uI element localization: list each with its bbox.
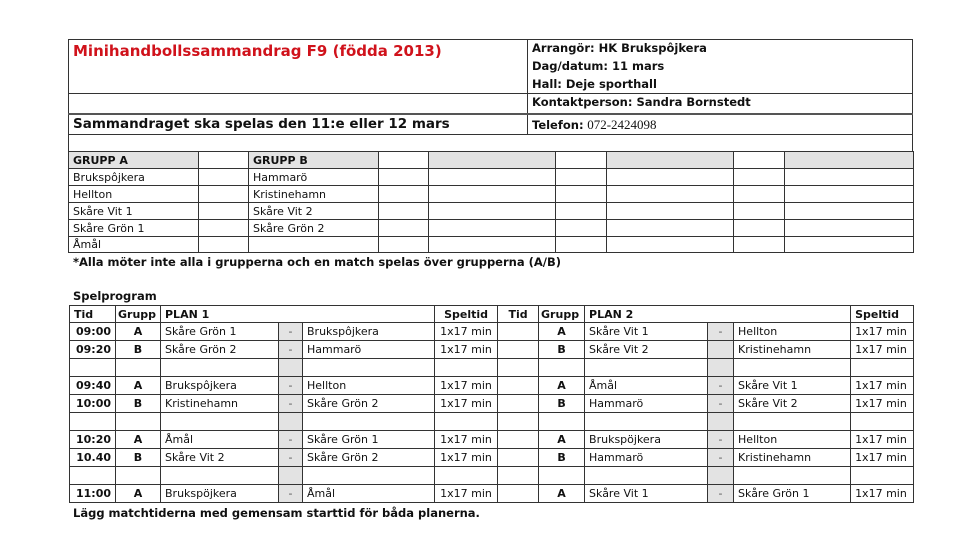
- match-duration-2: [851, 413, 914, 431]
- empty-cell: [199, 169, 249, 186]
- schedule-row: [70, 395, 914, 413]
- arranger: Arrangör: HK Brukspôjkera: [532, 41, 707, 55]
- empty-group-title: [785, 152, 914, 169]
- home-team-2: Brukspöjkera: [585, 431, 708, 449]
- group-b-team: [249, 237, 379, 253]
- match-duration: 1x17 min: [435, 341, 498, 359]
- away-team: [303, 413, 435, 431]
- match-dash: -: [279, 485, 303, 503]
- group-a-team: Åmål: [69, 237, 199, 253]
- group-b-team: Skåre Vit 2: [249, 203, 379, 220]
- match-time: 10:20: [70, 431, 116, 449]
- match-time: 09:20: [70, 341, 116, 359]
- away-team: Hellton: [303, 377, 435, 395]
- header-plan1: PLAN 1: [161, 306, 435, 323]
- empty-cell: [429, 203, 556, 220]
- match-dash-2: -: [708, 377, 734, 395]
- empty-cell: [607, 237, 734, 253]
- match-duration: 1x17 min: [435, 323, 498, 341]
- group-a-team: Hellton: [69, 186, 199, 203]
- group-b-team: Kristinehamn: [249, 186, 379, 203]
- away-team: Brukspôjkera: [303, 323, 435, 341]
- header-tid: Tid: [70, 306, 116, 323]
- home-team: [161, 413, 279, 431]
- away-team: Hammarö: [303, 341, 435, 359]
- empty-group-title: [607, 152, 734, 169]
- phone-label: Telefon:: [532, 118, 584, 132]
- away-team: [303, 467, 435, 485]
- empty-cell: [429, 186, 556, 203]
- groups-header-row: [69, 152, 914, 169]
- schedule-header-row: [70, 306, 914, 323]
- match-time-2: [498, 467, 539, 485]
- group-b-title: GRUPP B: [249, 152, 379, 169]
- group-a-title: GRUPP A: [69, 152, 199, 169]
- empty-cell: [734, 186, 785, 203]
- groups-table: [68, 151, 914, 253]
- away-team: Skåre Grön 2: [303, 395, 435, 413]
- match-time-2: [498, 431, 539, 449]
- match-group-2: B: [539, 395, 585, 413]
- match-time: 10.40: [70, 449, 116, 467]
- empty-cell: [379, 203, 429, 220]
- home-team: Skåre Vit 2: [161, 449, 279, 467]
- empty-cell: [429, 220, 556, 237]
- match-dash-2: [708, 341, 734, 359]
- away-team-2: Skåre Grön 1: [734, 485, 851, 503]
- match-time-2: [498, 323, 539, 341]
- empty-cell: [429, 237, 556, 253]
- match-group: A: [116, 431, 161, 449]
- date: Dag/datum: 11 mars: [532, 59, 665, 73]
- match-group-2: [539, 359, 585, 377]
- match-duration: [435, 467, 498, 485]
- empty-cell: [734, 203, 785, 220]
- match-group: A: [116, 377, 161, 395]
- empty-cell: [199, 186, 249, 203]
- header-line-1: [68, 93, 913, 94]
- home-team-2: Hammarö: [585, 395, 708, 413]
- match-group: B: [116, 449, 161, 467]
- match-group-2: B: [539, 341, 585, 359]
- match-duration: 1x17 min: [435, 485, 498, 503]
- match-time-2: [498, 341, 539, 359]
- empty-cell: [785, 237, 914, 253]
- match-group: [116, 467, 161, 485]
- match-group-2: B: [539, 449, 585, 467]
- away-team: Skåre Grön 2: [303, 449, 435, 467]
- match-duration: 1x17 min: [435, 431, 498, 449]
- away-team: Åmål: [303, 485, 435, 503]
- empty-cell: [785, 220, 914, 237]
- empty-cell: [607, 169, 734, 186]
- match-dash-2: [708, 359, 734, 377]
- header-divider: [527, 39, 528, 135]
- match-dash: [279, 359, 303, 377]
- match-group: A: [116, 323, 161, 341]
- empty-cell: [734, 152, 785, 169]
- away-team-2: Hellton: [734, 323, 851, 341]
- empty-cell: [734, 169, 785, 186]
- schedule-row: [70, 323, 914, 341]
- away-team-2: Skåre Vit 2: [734, 395, 851, 413]
- home-team: [161, 359, 279, 377]
- match-group: A: [116, 485, 161, 503]
- header-grupp-2: Grupp: [539, 306, 585, 323]
- empty-cell: [379, 152, 429, 169]
- home-team: Skåre Grön 1: [161, 323, 279, 341]
- empty-cell: [734, 220, 785, 237]
- home-team: Åmål: [161, 431, 279, 449]
- group-a-team: Skåre Grön 1: [69, 220, 199, 237]
- empty-cell: [556, 169, 607, 186]
- header-plan2: PLAN 2: [585, 306, 851, 323]
- match-dash-2: -: [708, 431, 734, 449]
- empty-cell: [785, 169, 914, 186]
- home-team: Kristinehamn: [161, 395, 279, 413]
- schedule-title: Spelprogram: [73, 289, 157, 303]
- group-row: [69, 203, 914, 220]
- away-team-2: [734, 359, 851, 377]
- away-team-2: Kristinehamn: [734, 449, 851, 467]
- match-dash: -: [279, 341, 303, 359]
- groups-note: *Alla möter inte alla i grupperna och en match spelas över grupperna (A/B): [73, 255, 561, 269]
- match-dash-2: -: [708, 449, 734, 467]
- match-time: [70, 467, 116, 485]
- header-speltid-2: Speltid: [851, 306, 914, 323]
- schedule-spacer-row: [70, 413, 914, 431]
- empty-cell: [785, 203, 914, 220]
- match-duration-2: 1x17 min: [851, 323, 914, 341]
- match-duration-2: [851, 467, 914, 485]
- match-group: B: [116, 341, 161, 359]
- home-team-2: Skåre Vit 1: [585, 485, 708, 503]
- match-duration: 1x17 min: [435, 395, 498, 413]
- match-time-2: [498, 359, 539, 377]
- schedule-row: [70, 377, 914, 395]
- match-duration: 1x17 min: [435, 449, 498, 467]
- match-time-2: [498, 449, 539, 467]
- match-duration-2: 1x17 min: [851, 431, 914, 449]
- page-subtitle: Sammandraget ska spelas den 11:e eller 12 mars: [73, 116, 450, 132]
- match-duration: [435, 359, 498, 377]
- phone-value: 072-2424098: [587, 117, 657, 132]
- phone: [532, 118, 657, 132]
- match-group-2: [539, 413, 585, 431]
- match-group-2: [539, 467, 585, 485]
- match-group-2: A: [539, 323, 585, 341]
- empty-cell: [199, 152, 249, 169]
- away-team-2: Hellton: [734, 431, 851, 449]
- schedule-row: [70, 341, 914, 359]
- match-group: B: [116, 395, 161, 413]
- match-group-2: A: [539, 377, 585, 395]
- match-group-2: A: [539, 431, 585, 449]
- schedule-table: [69, 305, 914, 503]
- empty-cell: [556, 220, 607, 237]
- match-time: 09:40: [70, 377, 116, 395]
- group-row: [69, 186, 914, 203]
- group-a-team: Skåre Vit 1: [69, 203, 199, 220]
- empty-cell: [379, 237, 429, 253]
- match-group: [116, 359, 161, 377]
- header-grupp: Grupp: [116, 306, 161, 323]
- empty-cell: [556, 186, 607, 203]
- empty-cell: [379, 220, 429, 237]
- home-team-2: [585, 413, 708, 431]
- home-team: Skåre Grön 2: [161, 341, 279, 359]
- match-duration-2: 1x17 min: [851, 377, 914, 395]
- schedule-row: [70, 449, 914, 467]
- home-team-2: Hammarö: [585, 449, 708, 467]
- home-team-2: Skåre Vit 2: [585, 341, 708, 359]
- match-duration-2: 1x17 min: [851, 485, 914, 503]
- group-a-team: Brukspôjkera: [69, 169, 199, 186]
- match-group-2: A: [539, 485, 585, 503]
- group-row: [69, 169, 914, 186]
- match-dash: -: [279, 431, 303, 449]
- match-time-2: [498, 413, 539, 431]
- match-duration: [435, 413, 498, 431]
- match-duration-2: 1x17 min: [851, 449, 914, 467]
- home-team-2: Åmål: [585, 377, 708, 395]
- hall: Hall: Deje sporthall: [532, 77, 657, 91]
- empty-cell: [607, 220, 734, 237]
- group-b-team: Skåre Grön 2: [249, 220, 379, 237]
- away-team-2: Skåre Vit 1: [734, 377, 851, 395]
- match-group: [116, 413, 161, 431]
- match-dash: -: [279, 449, 303, 467]
- empty-group-title: [429, 152, 556, 169]
- empty-cell: [607, 203, 734, 220]
- away-team-2: [734, 413, 851, 431]
- home-team: Brukspöjkera: [161, 485, 279, 503]
- match-time-2: [498, 395, 539, 413]
- match-time: 10:00: [70, 395, 116, 413]
- empty-cell: [556, 203, 607, 220]
- match-duration-2: 1x17 min: [851, 395, 914, 413]
- header-tid-2: Tid: [498, 306, 539, 323]
- schedule-spacer-row: [70, 359, 914, 377]
- empty-cell: [734, 237, 785, 253]
- empty-cell: [785, 186, 914, 203]
- match-dash: [279, 413, 303, 431]
- empty-cell: [429, 169, 556, 186]
- header-speltid: Speltid: [435, 306, 498, 323]
- match-time: [70, 413, 116, 431]
- empty-cell: [556, 237, 607, 253]
- match-time: [70, 359, 116, 377]
- home-team-2: [585, 359, 708, 377]
- schedule-row: [70, 431, 914, 449]
- group-b-team: Hammarö: [249, 169, 379, 186]
- away-team-2: [734, 467, 851, 485]
- header-line-3: [68, 134, 913, 135]
- empty-cell: [556, 152, 607, 169]
- match-dash: -: [279, 377, 303, 395]
- match-time-2: [498, 485, 539, 503]
- match-dash-2: [708, 467, 734, 485]
- empty-cell: [607, 186, 734, 203]
- match-duration-2: [851, 359, 914, 377]
- match-time: 09:00: [70, 323, 116, 341]
- match-dash-2: -: [708, 323, 734, 341]
- header-line-2: [68, 113, 913, 115]
- match-dash: -: [279, 395, 303, 413]
- match-dash: -: [279, 323, 303, 341]
- home-team: Brukspôjkera: [161, 377, 279, 395]
- empty-cell: [199, 237, 249, 253]
- empty-cell: [199, 203, 249, 220]
- footer-note: Lägg matchtiderna med gemensam starttid för båda planerna.: [73, 506, 480, 520]
- empty-cell: [199, 220, 249, 237]
- empty-cell: [379, 186, 429, 203]
- contact-person: Kontaktperson: Sandra Bornstedt: [532, 95, 751, 109]
- group-row: [69, 220, 914, 237]
- group-row: [69, 237, 914, 253]
- home-team-2: Skåre Vit 1: [585, 323, 708, 341]
- match-duration: 1x17 min: [435, 377, 498, 395]
- home-team: [161, 467, 279, 485]
- away-team: Skåre Grön 1: [303, 431, 435, 449]
- away-team: [303, 359, 435, 377]
- match-dash: [279, 467, 303, 485]
- match-time-2: [498, 377, 539, 395]
- page-title: Minihandbollssammandrag F9 (födda 2013): [73, 42, 442, 60]
- match-dash-2: -: [708, 395, 734, 413]
- home-team-2: [585, 467, 708, 485]
- empty-cell: [379, 169, 429, 186]
- match-time: 11:00: [70, 485, 116, 503]
- away-team-2: Kristinehamn: [734, 341, 851, 359]
- match-duration-2: 1x17 min: [851, 341, 914, 359]
- schedule-spacer-row: [70, 467, 914, 485]
- match-dash-2: -: [708, 485, 734, 503]
- schedule-row: [70, 485, 914, 503]
- match-dash-2: [708, 413, 734, 431]
